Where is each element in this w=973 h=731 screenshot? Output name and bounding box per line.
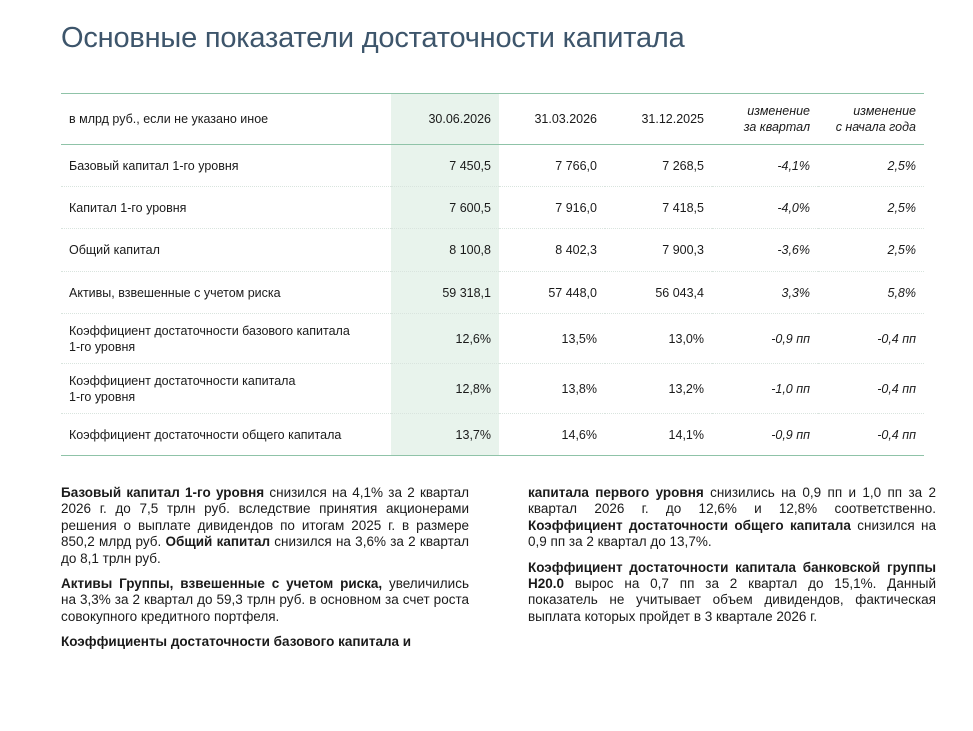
table-header-row: [61, 94, 924, 145]
cell-change-year: 2,5%: [818, 229, 924, 272]
cell-col2: 7 766,0: [499, 145, 605, 187]
cell-col1: 59 318,1: [391, 272, 499, 314]
row-label-text: Капитал 1-го уровня: [69, 200, 187, 215]
paragraph-text: снизились на 0,9 пп и 1,0 пп за 2 квартал 2026 г. до 12,6% и 12,8% соответственно.: [528, 485, 936, 517]
paragraph-core-capital: [61, 485, 469, 567]
table-row: [61, 145, 924, 187]
cell-col1: 7 450,5: [391, 145, 499, 187]
row-label-text-l2: 1-го уровня: [69, 339, 136, 354]
header-change-year: [818, 94, 924, 145]
header-col1: 30.06.2026: [391, 94, 499, 145]
cell-change-quarter: -0,9 пп: [712, 314, 818, 364]
row-label: [61, 187, 391, 229]
cell-col2: 14,6%: [499, 414, 605, 456]
paragraph-ratios-cont: [528, 485, 936, 551]
cell-col1: 8 100,8: [391, 229, 499, 272]
cell-col3: 7 268,5: [605, 145, 712, 187]
paragraph-text: снизился на 0,9 пп за 2 квартал до 13,7%.: [528, 517, 936, 550]
cell-change-quarter: -1,0 пп: [712, 364, 818, 414]
row-label: [61, 145, 391, 187]
row-label: [61, 314, 391, 364]
table-row: [61, 414, 924, 456]
cell-change-quarter: -4,0%: [712, 187, 818, 229]
row-label: [61, 414, 391, 456]
header-change-quarter: [712, 94, 818, 145]
row-label-text: Базовый капитал 1-го уровня: [69, 158, 239, 173]
header-change-year-l1: изменение: [853, 104, 916, 118]
cell-change-year: -0,4 пп: [818, 414, 924, 456]
cell-change-quarter: -0,9 пп: [712, 414, 818, 456]
cell-col1: 7 600,5: [391, 187, 499, 229]
cell-col2: 57 448,0: [499, 272, 605, 314]
row-label-text: Коэффициент достаточности капитала: [69, 373, 296, 388]
bold-term: Базовый капитал 1-го уровня: [61, 485, 265, 500]
paragraph-text: увеличились на 3,3% за 2 квартал до 59,3 трлн руб. в основном за счет роста совокупного кредитного портфеля.: [61, 576, 469, 624]
table-row: [61, 314, 924, 364]
cell-col2: 13,8%: [499, 364, 605, 414]
cell-col3: 7 418,5: [605, 187, 712, 229]
cell-col3: 13,0%: [605, 314, 712, 364]
cell-col3: 7 900,3: [605, 229, 712, 272]
bold-term: капитала первого уровня: [528, 485, 704, 500]
text-column-right: [528, 485, 936, 634]
row-label-text: Общий капитал: [69, 243, 160, 257]
cell-col1: 13,7%: [391, 414, 499, 456]
cell-col3: 56 043,4: [605, 272, 712, 314]
bold-term: Общий капитал: [165, 534, 271, 550]
cell-change-year: 2,5%: [818, 145, 924, 187]
cell-col3: 13,2%: [605, 364, 712, 414]
cell-col2: 13,5%: [499, 314, 605, 364]
paragraph-rwa: [61, 576, 469, 625]
table-row: [61, 364, 924, 414]
cell-change-quarter: -4,1%: [712, 145, 818, 187]
header-change-quarter-l1: изменение: [747, 104, 810, 118]
header-col2: 31.03.2026: [534, 112, 597, 126]
bold-term: Коэффициент достаточности общего капитала: [528, 517, 851, 533]
cell-change-year: -0,4 пп: [818, 364, 924, 414]
cell-change-quarter: 3,3%: [712, 272, 818, 314]
cell-col1: 12,8%: [391, 364, 499, 414]
cell-change-year: -0,4 пп: [818, 314, 924, 364]
row-label-text: Коэффициент достаточности базового капитала: [69, 323, 350, 338]
bold-term: Коэффициенты достаточности базового капитала и: [61, 634, 412, 650]
cell-col3: 14,1%: [605, 414, 712, 456]
header-change-year-l2: с начала года: [835, 120, 916, 134]
header-units: в млрд руб., если не указано иное: [69, 112, 269, 126]
paragraph-ratios-start: [61, 634, 469, 650]
cell-change-quarter: -3,6%: [712, 229, 818, 272]
cell-change-year: 2,5%: [818, 187, 924, 229]
cell-change-year: 5,8%: [818, 272, 924, 314]
capital-table: [61, 93, 924, 456]
paragraph-text: вырос на 0,7 пп за 2 квартал до 15,1%. Данный показатель не учитывает объем дивидендов, фактическая выплата которых пройдет в 3 квартале 2026 г.: [528, 576, 936, 624]
cell-col1: 12,6%: [391, 314, 499, 364]
table-row: [61, 272, 924, 314]
cell-col2: 8 402,3: [499, 229, 605, 272]
row-label: [61, 364, 391, 414]
paragraph-text: снизился на 4,1% за 2 квартал 2026 г. до 7,5 трлн руб. вследствие принятия акционерами решения о выплате дивидендов по итогам 2025 г. в размере 850,2 млрд руб.: [61, 485, 470, 550]
table-row: [61, 229, 924, 272]
row-label-text: Активы, взвешенные с учетом риска: [69, 285, 281, 300]
row-label-text-l2: 1-го уровня: [69, 389, 136, 404]
text-column-left: [61, 485, 469, 660]
row-label: [61, 229, 391, 272]
table-row: [61, 187, 924, 229]
row-label: [61, 272, 391, 314]
bold-term: Активы Группы, взвешенные с учетом риска,: [61, 576, 383, 592]
paragraph-h20: [528, 560, 936, 626]
page-title: Основные показатели достаточности капитала: [61, 22, 685, 54]
header-change-quarter-l2: за квартал: [743, 120, 810, 134]
row-label-text: Коэффициент достаточности общего капитала: [69, 427, 342, 442]
bold-term: Коэффициент достаточности капитала банковской группы Н20.0: [528, 559, 936, 592]
cell-col2: 7 916,0: [499, 187, 605, 229]
paragraph-text: снизился на 3,6% за 2 квартал до 8,1 трлн руб.: [61, 534, 469, 566]
header-col3: 31.12.2025: [641, 112, 704, 126]
